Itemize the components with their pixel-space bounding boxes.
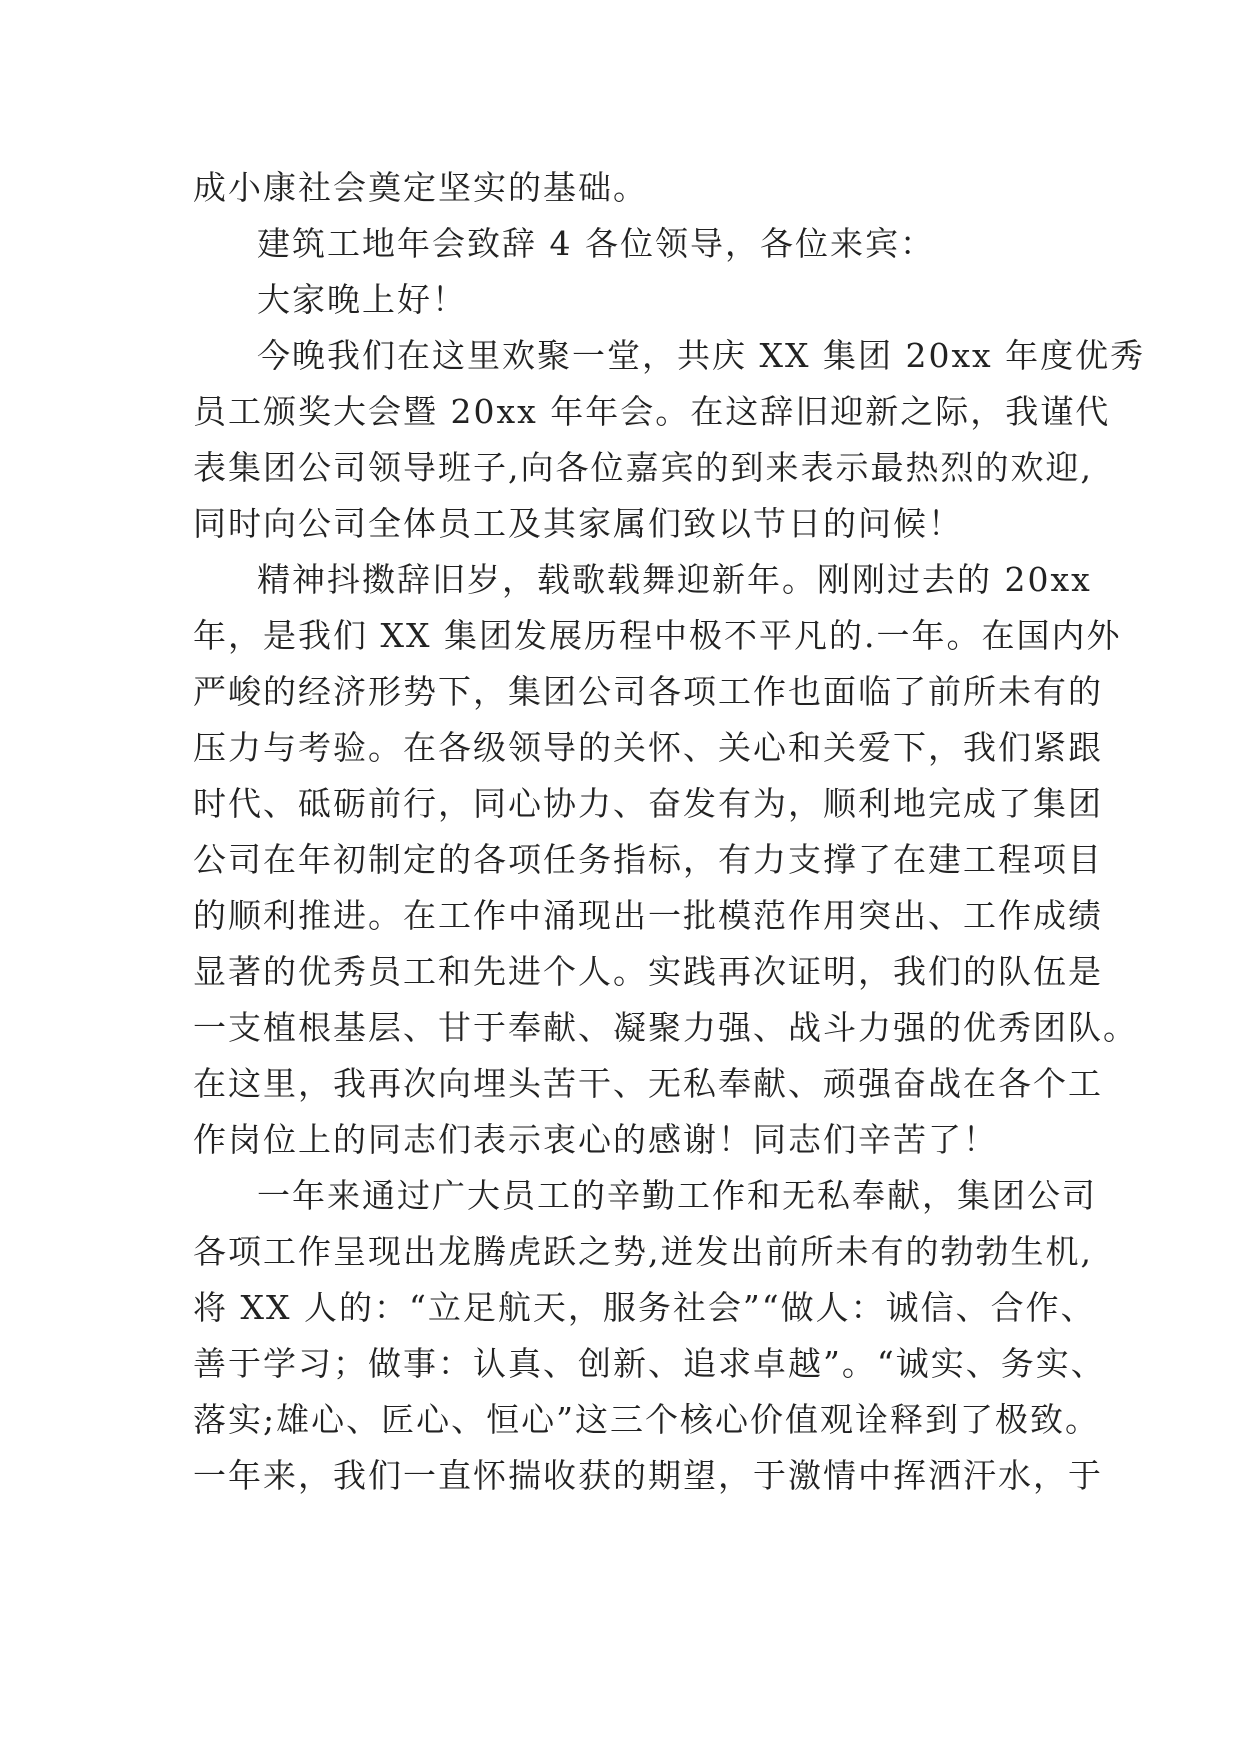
text-line: 公司在年初制定的各项任务指标，有力支撑了在建工程项目 [193, 840, 1103, 879]
text-line: 显著的优秀员工和先进个人。实践再次证明，我们的队伍是 [193, 952, 1103, 991]
text-line: 表集团公司领导班子,向各位嘉宾的到来表示最热烈的欢迎, [193, 448, 1093, 487]
text-line: 员工颁奖大会暨 20xx 年年会。在这辞旧迎新之际，我谨代 [193, 392, 1111, 431]
text-line: 作岗位上的同志们表示衷心的感谢！同志们辛苦了！ [193, 1120, 998, 1159]
text-line: 严峻的经济形势下，集团公司各项工作也面临了前所未有的 [193, 672, 1103, 711]
text-line: 在这里，我再次向埋头苦干、无私奉献、顽强奋战在各个工 [193, 1064, 1103, 1103]
paragraph-start-line: 精神抖擞辞旧岁，载歌载舞迎新年。刚刚过去的 20xx [257, 560, 1092, 599]
text-line: 落实;雄心、匠心、恒心”这三个核心价值观诠释到了极致。 [193, 1400, 1100, 1439]
paragraph-start-line: 大家晚上好！ [257, 280, 467, 319]
paragraph-start-line: 建筑工地年会致辞 4 各位领导，各位来宾： [257, 224, 935, 263]
text-line: 善于学习；做事：认真、创新、追求卓越”。“诚实、务实、 [193, 1344, 1106, 1383]
text-line: 同时向公司全体员工及其家属们致以节日的问候！ [193, 504, 963, 543]
paragraph-start-line: 今晚我们在这里欢聚一堂，共庆 XX 集团 20xx 年度优秀 [257, 336, 1146, 375]
text-line: 成小康社会奠定坚实的基础。 [193, 168, 648, 207]
paragraph-start-line: 一年来通过广大员工的辛勤工作和无私奉献，集团公司 [257, 1176, 1097, 1215]
document-body [193, 160, 1146, 1504]
text-line: 一年来，我们一直怀揣收获的期望，于激情中挥洒汗水，于 [193, 1456, 1103, 1495]
text-line: 的顺利推进。在工作中涌现出一批模范作用突出、工作成绩 [193, 896, 1103, 935]
text-line: 各项工作呈现出龙腾虎跃之势,迸发出前所未有的勃勃生机, [193, 1232, 1093, 1271]
text-line: 时代、砥砺前行，同心协力、奋发有为，顺利地完成了集团 [193, 784, 1103, 823]
text-line: 将 XX 人的：“立足航天，服务社会”“做人：诚信、合作、 [193, 1288, 1096, 1327]
text-line: 一支植根基层、甘于奉献、凝聚力强、战斗力强的优秀团队。 [193, 1008, 1138, 1047]
text-line: 压力与考验。在各级领导的关怀、关心和关爱下，我们紧跟 [193, 728, 1103, 767]
text-line: 年，是我们 XX 集团发展历程中极不平凡的.一年。在国内外 [193, 616, 1122, 655]
